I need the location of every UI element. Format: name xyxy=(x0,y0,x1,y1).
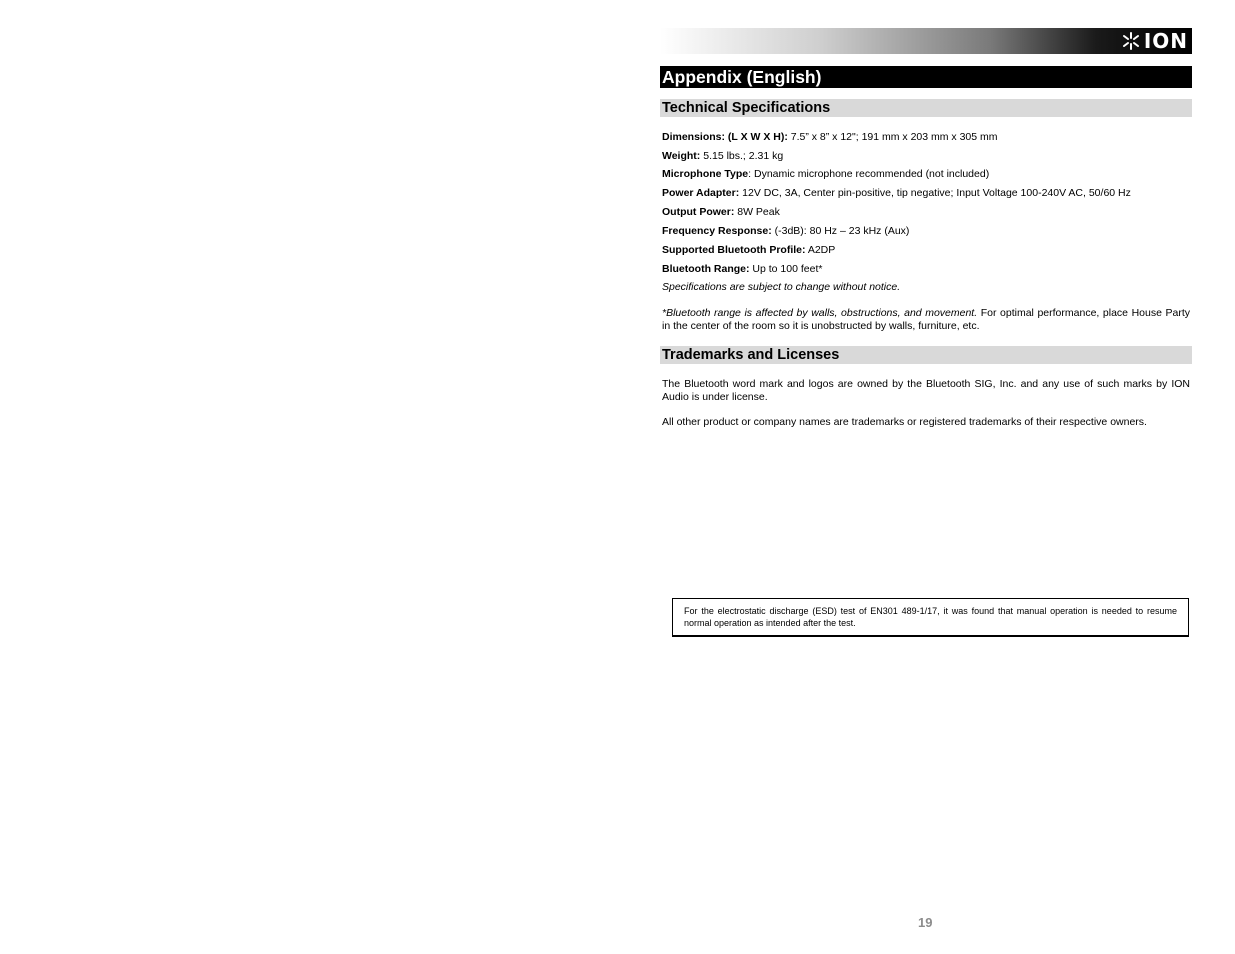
trademarks-heading: Trademarks and Licenses xyxy=(660,346,1192,364)
spec-value: : Dynamic microphone recommended (not included) xyxy=(748,168,990,180)
page-title: Appendix (English) xyxy=(660,66,1192,88)
footnote-text: For optimal performance, place House Party in the center of the room so it is unobstructed by walls, furniture, etc. xyxy=(662,307,1190,332)
spec-label: Microphone Type xyxy=(662,168,749,180)
ion-logo-text: ION xyxy=(1143,29,1188,53)
spec-dimensions xyxy=(662,131,998,144)
esd-notice-box xyxy=(672,598,1189,637)
spec-label: Weight: xyxy=(662,150,701,162)
spec-value: 12V DC, 3A, Center pin-positive, tip negative; Input Voltage 100-240V AC, 50/60 Hz xyxy=(739,187,1131,199)
spec-value: 7.5” x 8” x 12"; 191 mm x 203 mm x 305 mm xyxy=(787,131,998,143)
page-number: 19 xyxy=(918,915,933,930)
trademark-paragraph-1: The Bluetooth word mark and logos are owned by the Bluetooth SIG, Inc. and any use of such marks by ION Audio is under license. xyxy=(662,378,1190,403)
tech-specs-heading: Technical Specifications xyxy=(660,99,1192,117)
spec-notice: Specifications are subject to change without notice. xyxy=(662,281,901,293)
trademark-paragraph-2: All other product or company names are trademarks or registered trademarks of their respective owners. xyxy=(662,416,1147,428)
spec-weight xyxy=(662,150,783,163)
spec-value: A2DP xyxy=(805,244,836,256)
ion-starburst-icon xyxy=(1122,32,1140,50)
bluetooth-range-footnote xyxy=(662,307,1190,333)
spec-label: Dimensions: (L X W X H): xyxy=(662,131,788,143)
footnote-italic: *Bluetooth range is affected by walls, obstructions, and movement. xyxy=(662,307,978,319)
spec-bluetooth-range xyxy=(662,263,822,276)
spec-label: Bluetooth Range: xyxy=(662,263,750,275)
spec-label: Output Power: xyxy=(662,206,735,218)
spec-label: Power Adapter: xyxy=(662,187,740,199)
spec-label: Supported Bluetooth Profile: xyxy=(662,244,806,256)
spec-label: Frequency Response: xyxy=(662,225,772,237)
spec-value: 5.15 lbs.; 2.31 kg xyxy=(700,150,784,162)
spec-bluetooth-profile xyxy=(662,244,835,257)
ion-logo xyxy=(1118,31,1188,51)
header-gradient-band xyxy=(660,28,1192,54)
spec-frequency-response xyxy=(662,225,909,238)
spec-value: (-3dB): 80 Hz – 23 kHz (Aux) xyxy=(771,225,910,237)
spec-power-adapter xyxy=(662,187,1131,200)
document-page xyxy=(660,0,1192,954)
spec-value: Up to 100 feet* xyxy=(749,263,823,275)
esd-notice-text: For the electrostatic discharge (ESD) test of EN301 489-1/17, it was found that manual operation is needed to resume normal operation as intended after the test. xyxy=(684,606,1177,628)
spec-microphone-type xyxy=(662,168,989,181)
spec-value: 8W Peak xyxy=(734,206,780,218)
spec-output-power xyxy=(662,206,780,219)
